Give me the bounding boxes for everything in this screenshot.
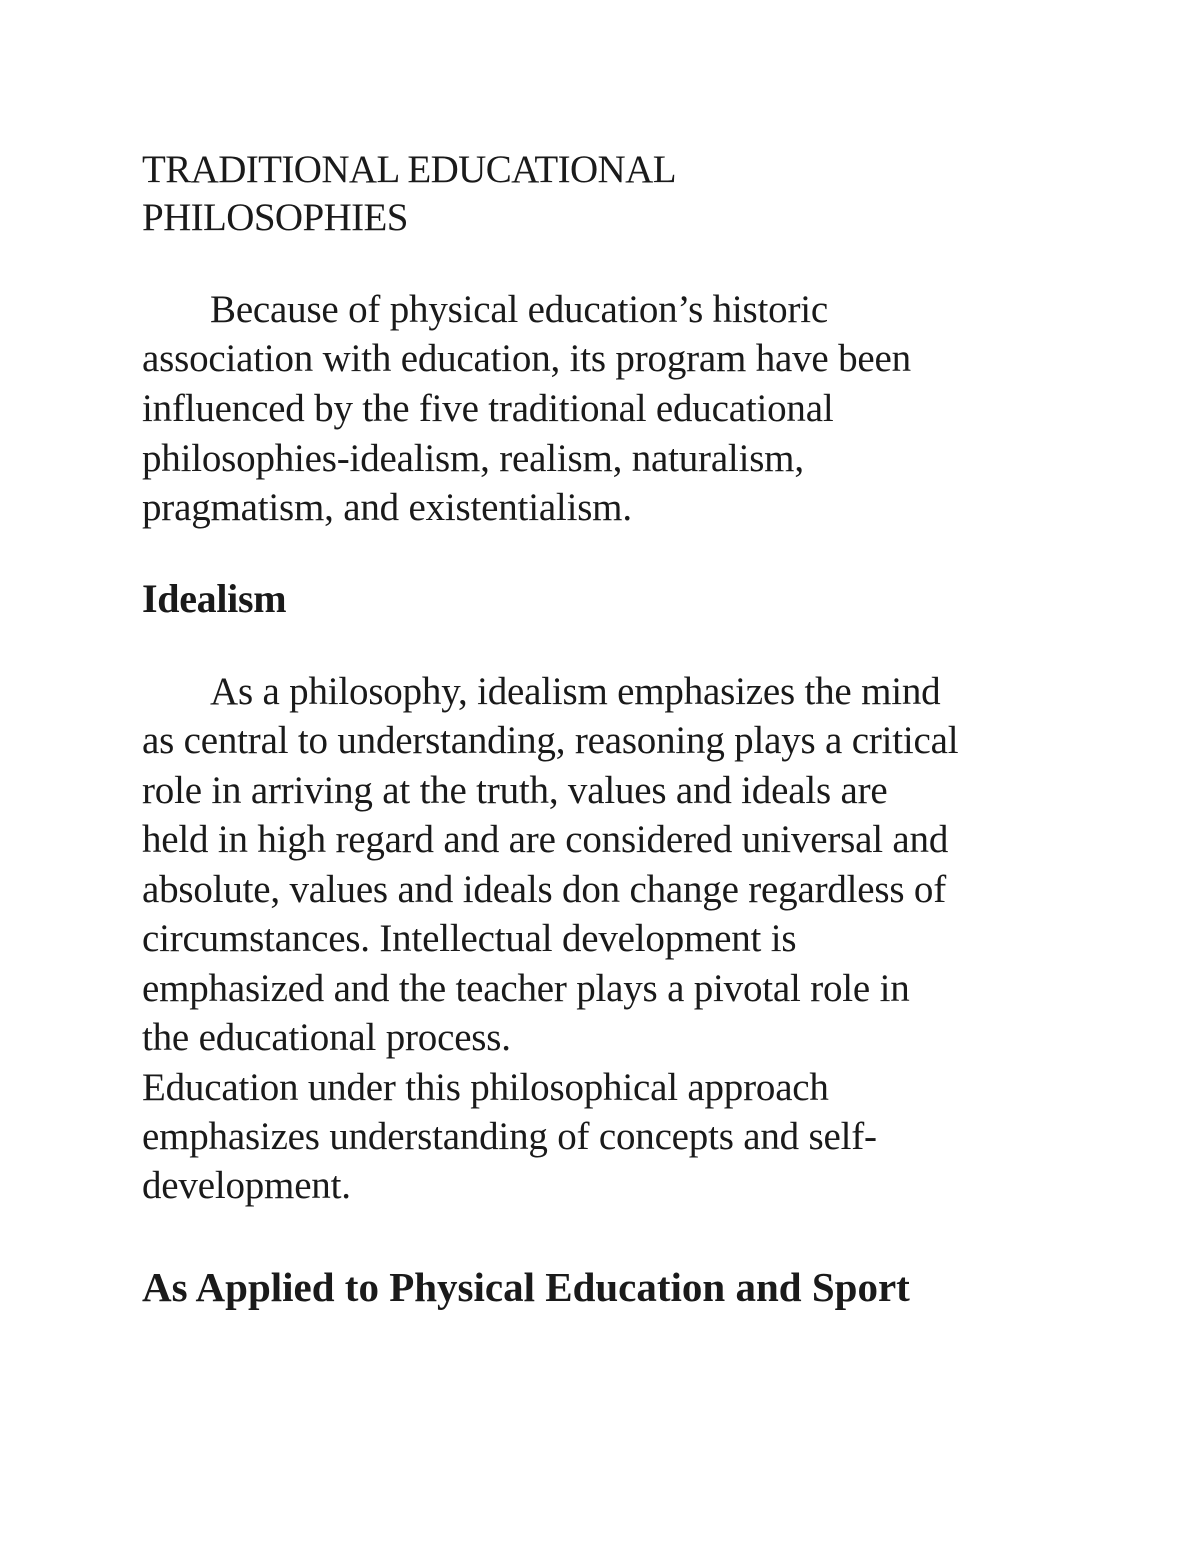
idealism-line: absolute, values and ideals don change regardless of — [142, 868, 946, 911]
intro-line: pragmatism, and existentialism. — [142, 486, 632, 529]
document-title-line-2: PHILOSOPHIES — [142, 196, 408, 239]
idealism-line: As a philosophy, idealism emphasizes the mind — [210, 670, 941, 713]
idealism-heading: Idealism — [142, 576, 287, 621]
idealism-line: emphasizes understanding of concepts and self- — [142, 1115, 877, 1158]
intro-line: philosophies-idealism, realism, naturalism, — [142, 437, 804, 480]
idealism-line: emphasized and the teacher plays a pivotal role in — [142, 967, 910, 1010]
document-title-line-1: TRADITIONAL EDUCATIONAL — [142, 148, 676, 191]
intro-line: influenced by the five traditional educational — [142, 387, 834, 430]
idealism-line: circumstances. Intellectual development is — [142, 917, 797, 960]
applied-heading: As Applied to Physical Education and Sport — [142, 1264, 910, 1310]
intro-line: Because of physical education’s historic — [210, 288, 828, 331]
idealism-line: held in high regard and are considered universal and — [142, 818, 949, 861]
idealism-line: development. — [142, 1164, 351, 1207]
idealism-line: role in arriving at the truth, values and ideals are — [142, 769, 888, 812]
idealism-line: the educational process. — [142, 1016, 511, 1059]
idealism-line: Education under this philosophical approach — [142, 1066, 829, 1109]
idealism-line: as central to understanding, reasoning plays a critical — [142, 719, 959, 762]
intro-line: association with education, its program have been — [142, 337, 911, 380]
